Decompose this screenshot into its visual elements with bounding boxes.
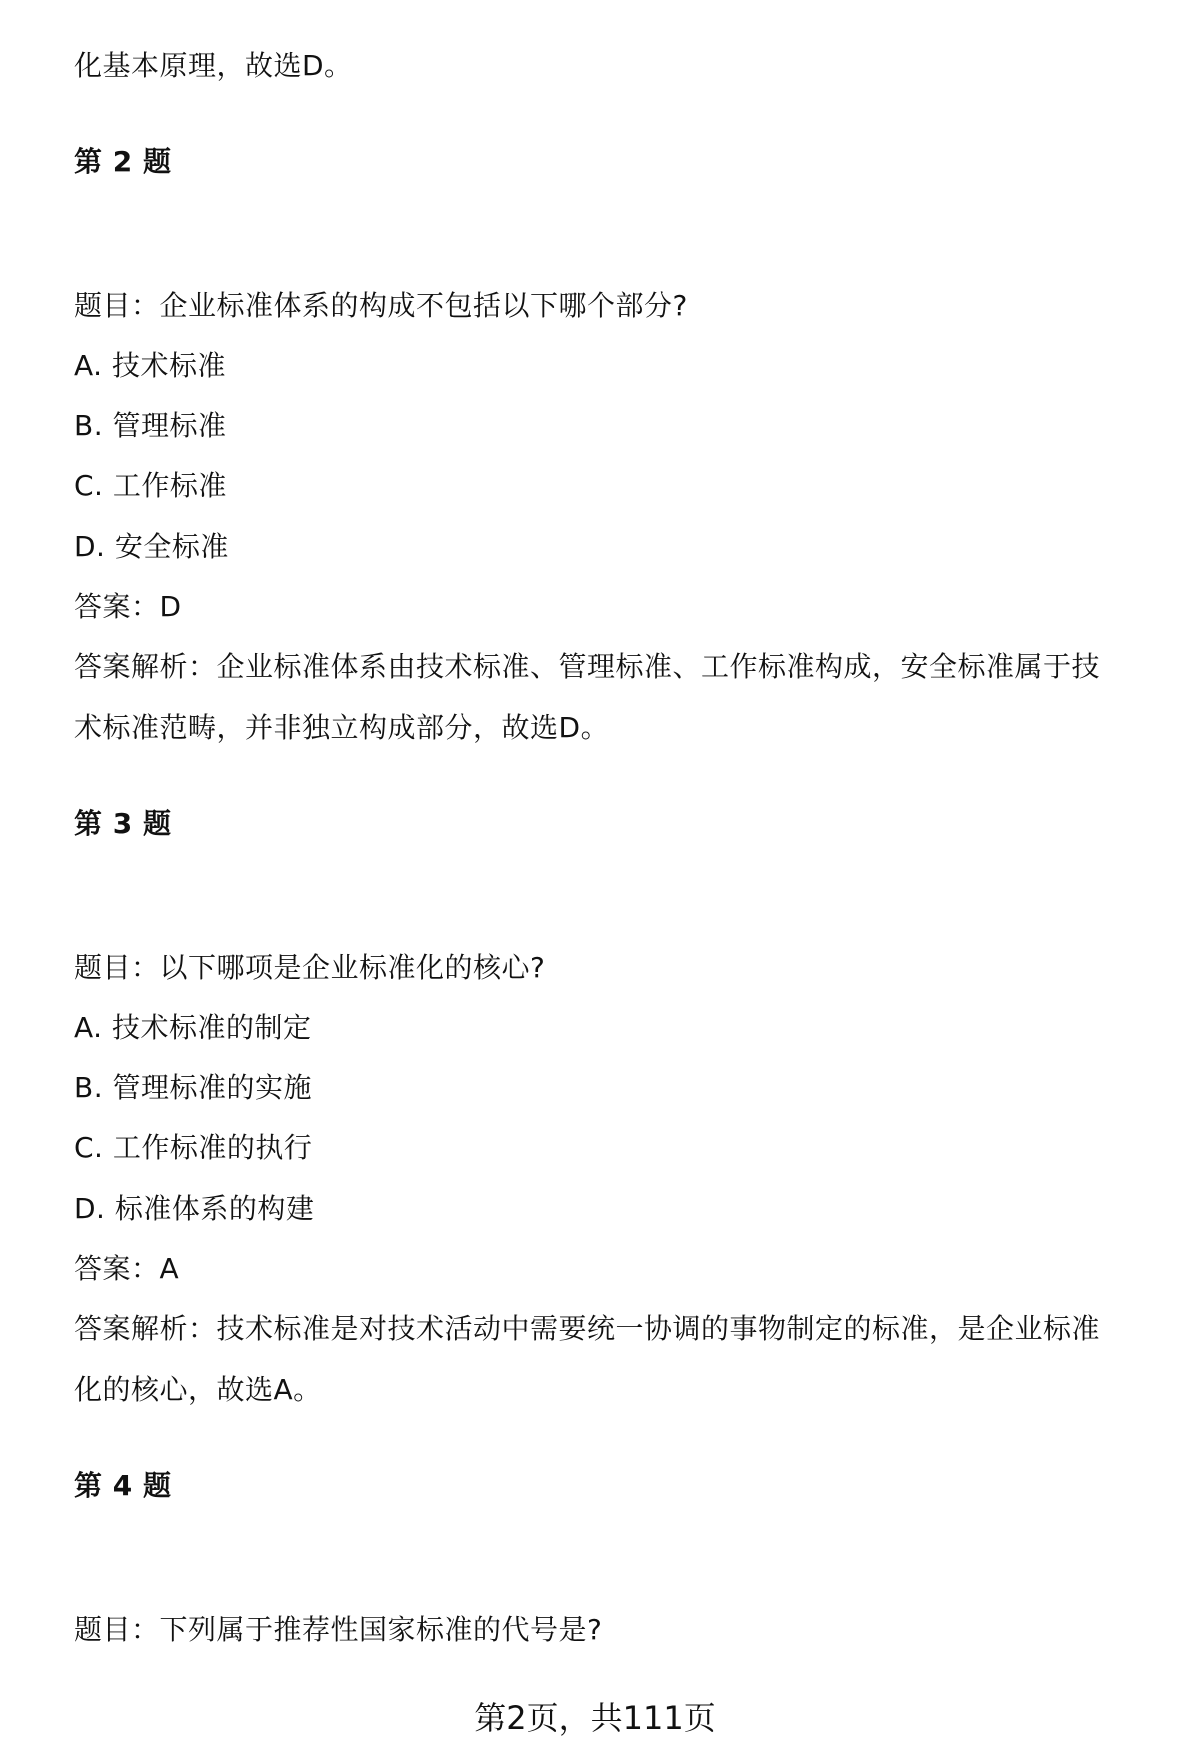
option-a: A. 技术标准 [74,349,226,382]
question-stem: 题目：企业标准体系的构成不包括以下哪个部分? [74,289,688,322]
question-stem: 题目：下列属于推荐性国家标准的代号是? [74,1613,603,1646]
question-stem: 题目：以下哪项是企业标准化的核心? [74,951,546,984]
option-a: A. 技术标准的制定 [74,1011,312,1044]
question-heading: 第 4 题 [74,1469,172,1502]
question-heading: 第 3 题 [74,807,172,840]
explanation-line: 术标准范畴，并非独立构成部分，故选D。 [74,711,610,744]
answer: 答案：A [74,1252,180,1285]
question-heading: 第 2 题 [74,145,172,178]
option-b: B. 管理标准的实施 [74,1071,313,1104]
explanation-continuation: 化基本原理，故选D。 [74,49,353,82]
option-d: D. 标准体系的构建 [74,1192,315,1225]
answer: 答案：D [74,590,182,623]
option-c: C. 工作标准的执行 [74,1131,313,1164]
explanation-line: 答案解析：技术标准是对技术活动中需要统一协调的事物制定的标准，是企业标准 [74,1312,1101,1345]
option-b: B. 管理标准 [74,409,227,442]
option-c: C. 工作标准 [74,469,227,502]
page-indicator: 第2页，共111页 [474,1699,716,1737]
explanation-line: 答案解析：企业标准体系由技术标准、管理标准、工作标准构成，安全标准属于技 [74,650,1101,683]
explanation-line: 化的核心，故选A。 [74,1373,322,1406]
option-d: D. 安全标准 [74,530,229,563]
